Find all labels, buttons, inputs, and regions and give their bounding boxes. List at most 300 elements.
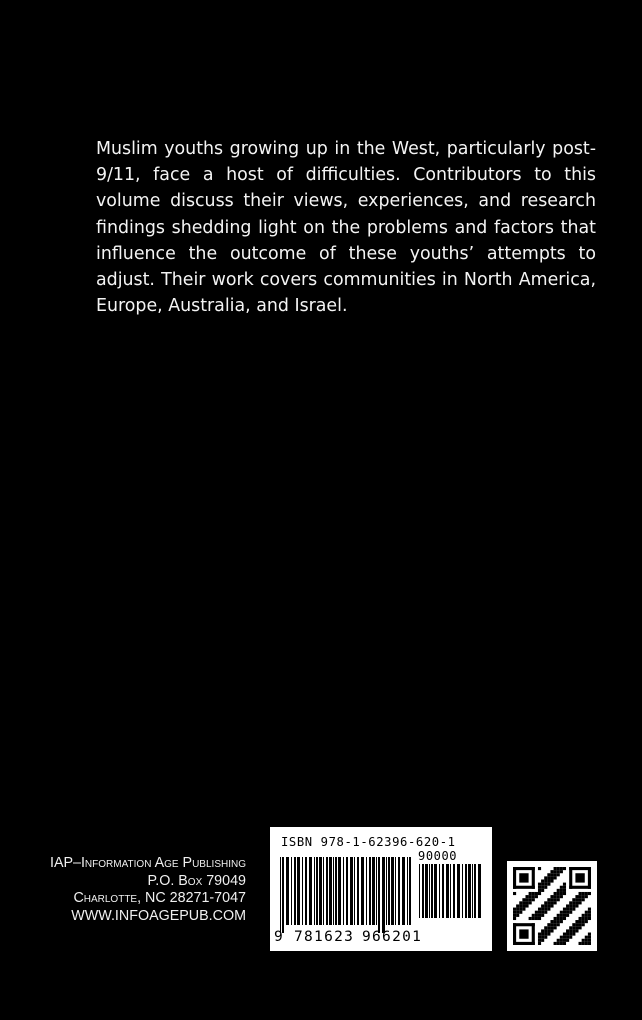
ean-digits <box>274 929 426 945</box>
barcode-bar <box>346 857 348 925</box>
qr-module <box>541 933 544 936</box>
qr-module <box>557 892 560 895</box>
barcode-bar <box>450 864 451 918</box>
qr-module <box>535 892 538 895</box>
barcode-bar <box>343 857 344 925</box>
qr-module <box>541 904 544 907</box>
price-addon-label: 90000 <box>418 849 458 863</box>
barcode-bar <box>335 857 337 925</box>
qr-module <box>554 867 557 870</box>
qr-module <box>554 892 557 895</box>
qr-module <box>563 914 566 917</box>
barcode-bar <box>474 864 476 918</box>
qr-module <box>547 926 550 929</box>
qr-module <box>513 917 516 920</box>
barcode-bar <box>472 864 473 918</box>
barcode-bar <box>305 857 307 925</box>
barcode-bar <box>291 857 292 925</box>
qr-module <box>538 883 541 886</box>
publisher-address-line1: P.O. Box 79049 <box>147 872 246 889</box>
qr-module <box>575 904 578 907</box>
qr-module <box>575 873 584 882</box>
barcode-bar <box>442 864 444 918</box>
qr-module <box>522 898 525 901</box>
qr-module <box>575 929 578 932</box>
qr-module <box>554 901 557 904</box>
qr-module <box>547 901 550 904</box>
qr-module <box>569 926 572 929</box>
qr-module <box>513 892 516 895</box>
qr-module <box>569 933 572 936</box>
barcode-bar <box>357 857 359 925</box>
barcode-bar <box>372 857 375 925</box>
qr-module <box>588 939 591 942</box>
addon-barcode-bars <box>419 864 481 926</box>
qr-module <box>513 867 535 870</box>
qr-module <box>563 942 566 945</box>
qr-module <box>554 942 557 945</box>
qr-module <box>554 917 557 920</box>
qr-module <box>532 895 535 898</box>
qr-module <box>560 895 563 898</box>
qr-module <box>582 917 585 920</box>
qr-module <box>579 942 582 945</box>
qr-module <box>519 873 528 882</box>
qr-module <box>544 904 547 907</box>
blurb-text: Muslim youths growing up in the West, particularly post-9/11, face a host of difficulties. Contributors to this volume discuss their views, experiences, and research findings shedding light on the problems and factors that influence the outcome of these youths’ attempts to adjust. Their work covers communities in North America, Europe, Australia, and Israel. <box>96 139 596 317</box>
qr-module <box>538 908 541 911</box>
qr-module <box>544 936 547 939</box>
qr-module <box>557 898 560 901</box>
qr-module <box>547 923 550 926</box>
barcode-bar <box>333 857 334 925</box>
qr-module <box>585 936 588 939</box>
qr-module <box>572 901 575 904</box>
qr-code <box>507 861 597 951</box>
barcode-bar <box>338 857 341 925</box>
qr-module <box>582 942 585 945</box>
publisher-name: IAP–Information Age Publishing <box>49 855 246 871</box>
qr-module <box>550 901 553 904</box>
qr-module <box>588 936 591 939</box>
back-cover-blurb <box>96 136 596 319</box>
qr-module <box>532 898 535 901</box>
qr-module <box>579 923 582 926</box>
qr-module <box>563 889 566 892</box>
qr-module <box>554 873 557 876</box>
barcode-bar <box>478 864 481 918</box>
qr-module <box>513 867 516 889</box>
qr-module <box>557 870 560 873</box>
qr-module <box>538 936 541 939</box>
qr-module <box>582 898 585 901</box>
qr-module <box>547 929 550 932</box>
qr-module <box>532 867 535 889</box>
qr-module <box>535 917 538 920</box>
qr-module <box>572 923 575 926</box>
qr-module <box>560 917 563 920</box>
qr-module <box>575 895 578 898</box>
qr-module <box>541 936 544 939</box>
qr-module <box>585 895 588 898</box>
qr-module <box>554 870 557 873</box>
qr-module <box>569 936 572 939</box>
barcode-bar <box>354 857 355 925</box>
qr-module <box>557 873 560 876</box>
qr-module <box>563 908 566 911</box>
qr-module <box>513 911 516 914</box>
qr-module <box>547 933 550 936</box>
barcode-bar <box>319 857 322 925</box>
qr-module <box>569 908 572 911</box>
qr-module <box>557 895 560 898</box>
barcode-bar <box>366 857 367 925</box>
qr-module <box>529 895 532 898</box>
qr-module <box>547 904 550 907</box>
qr-module <box>516 908 519 911</box>
qr-module <box>588 867 591 889</box>
barcode-bar <box>378 857 380 933</box>
qr-module <box>516 911 519 914</box>
qr-module <box>575 901 578 904</box>
qr-module <box>557 920 560 923</box>
barcode-bar <box>457 864 460 918</box>
qr-module <box>563 867 566 870</box>
qr-module <box>519 908 522 911</box>
isbn-label: ISBN 978-1-62396-620-1 <box>281 835 456 849</box>
qr-module <box>550 873 553 876</box>
barcode-bar <box>391 857 394 925</box>
qr-module <box>569 911 572 914</box>
qr-module <box>544 901 547 904</box>
barcode-bar <box>297 857 300 925</box>
qr-module <box>585 920 588 923</box>
barcode-bar <box>422 864 424 918</box>
qr-module <box>560 870 563 873</box>
qr-module <box>522 904 525 907</box>
qr-module <box>582 895 585 898</box>
qr-module <box>535 895 538 898</box>
barcode-bar <box>439 864 440 918</box>
qr-module <box>579 901 582 904</box>
qr-module <box>569 867 591 870</box>
qr-module <box>529 901 532 904</box>
qr-module <box>550 895 553 898</box>
qr-module <box>566 904 569 907</box>
qr-module <box>579 917 582 920</box>
qr-module <box>522 908 525 911</box>
qr-module <box>572 908 575 911</box>
qr-module <box>544 929 547 932</box>
qr-module <box>560 889 563 892</box>
qr-module <box>560 920 563 923</box>
qr-module <box>550 870 553 873</box>
qr-module <box>560 911 563 914</box>
qr-module <box>550 898 553 901</box>
qr-module <box>569 886 591 889</box>
barcode-bar <box>316 857 318 925</box>
qr-module <box>529 892 532 895</box>
qr-module <box>563 936 566 939</box>
qr-module <box>516 904 519 907</box>
qr-module <box>563 886 566 889</box>
qr-module <box>575 923 578 926</box>
qr-module <box>560 914 563 917</box>
qr-module <box>557 914 560 917</box>
qr-module <box>579 920 582 923</box>
qr-module <box>532 892 535 895</box>
ean-barcode-bars <box>280 857 412 933</box>
barcode-bar <box>329 857 332 925</box>
qr-module <box>513 923 535 926</box>
barcode-bar <box>376 857 377 925</box>
qr-module <box>532 923 535 945</box>
qr-module <box>557 939 560 942</box>
qr-module <box>550 876 553 879</box>
ean-left-digits: 781623 <box>294 929 355 945</box>
qr-code-icon <box>513 867 591 945</box>
barcode-bar <box>462 864 463 918</box>
qr-module <box>538 892 541 895</box>
qr-module <box>529 917 532 920</box>
qr-module <box>550 879 553 882</box>
qr-module <box>525 895 528 898</box>
qr-module <box>585 914 588 917</box>
qr-module <box>560 942 563 945</box>
qr-module <box>547 876 550 879</box>
barcode-bar <box>314 857 315 925</box>
qr-module <box>544 933 547 936</box>
qr-module <box>563 911 566 914</box>
isbn-barcode <box>270 827 492 951</box>
qr-module <box>541 889 544 892</box>
barcode-bar <box>361 857 364 925</box>
qr-module <box>519 929 528 938</box>
qr-module <box>572 904 575 907</box>
barcode-bar <box>395 857 396 925</box>
qr-module <box>550 904 553 907</box>
qr-module <box>541 883 544 886</box>
qr-module <box>538 889 541 892</box>
qr-module <box>525 904 528 907</box>
qr-module <box>566 939 569 942</box>
qr-module <box>554 923 557 926</box>
qr-module <box>547 873 550 876</box>
qr-module <box>575 898 578 901</box>
qr-module <box>554 898 557 901</box>
qr-module <box>544 876 547 879</box>
qr-module <box>566 914 569 917</box>
qr-module <box>579 926 582 929</box>
qr-module <box>575 920 578 923</box>
qr-module <box>575 926 578 929</box>
barcode-bar <box>407 857 408 925</box>
qr-module <box>566 911 569 914</box>
qr-module <box>566 936 569 939</box>
barcode-bar <box>323 857 324 925</box>
qr-module <box>538 867 541 870</box>
qr-module <box>541 879 544 882</box>
qr-module <box>560 886 563 889</box>
qr-module <box>513 923 516 945</box>
qr-module <box>544 911 547 914</box>
qr-module <box>585 942 588 945</box>
qr-module <box>550 929 553 932</box>
barcode-bar <box>294 857 296 925</box>
barcode-bar <box>429 864 430 918</box>
qr-module <box>563 892 566 895</box>
qr-module <box>579 895 582 898</box>
qr-module <box>532 914 535 917</box>
qr-module <box>513 914 516 917</box>
qr-module <box>579 892 582 895</box>
qr-module <box>585 892 588 895</box>
barcode-bar <box>369 857 371 925</box>
qr-module <box>541 908 544 911</box>
qr-module <box>560 867 563 870</box>
qr-module <box>538 914 541 917</box>
barcode-bar <box>382 857 385 933</box>
qr-module <box>525 901 528 904</box>
qr-module <box>563 883 566 886</box>
qr-module <box>560 936 563 939</box>
qr-module <box>544 886 547 889</box>
qr-module <box>547 879 550 882</box>
qr-module <box>569 929 572 932</box>
qr-module <box>554 876 557 879</box>
qr-module <box>519 911 522 914</box>
qr-module <box>588 917 591 920</box>
qr-module <box>588 908 591 911</box>
qr-module <box>563 933 566 936</box>
qr-module <box>535 911 538 914</box>
qr-module <box>544 926 547 929</box>
qr-module <box>557 889 560 892</box>
qr-module <box>588 911 591 914</box>
qr-module <box>563 939 566 942</box>
barcode-bar <box>326 857 328 925</box>
qr-module <box>557 867 560 870</box>
qr-module <box>541 911 544 914</box>
barcode-bar <box>402 857 405 925</box>
qr-module <box>569 901 572 904</box>
qr-module <box>538 886 541 889</box>
barcode-bar <box>309 857 312 925</box>
barcode-bar <box>280 857 281 933</box>
barcode-bar <box>434 864 437 918</box>
qr-module <box>513 942 535 945</box>
barcode-bar <box>409 857 411 925</box>
qr-module <box>582 923 585 926</box>
qr-module <box>582 914 585 917</box>
qr-module <box>579 898 582 901</box>
qr-module <box>572 898 575 901</box>
barcode-bar <box>282 857 284 933</box>
qr-module <box>588 914 591 917</box>
qr-module <box>585 939 588 942</box>
publisher-website: WWW.INFOAGEPUB.COM <box>71 907 246 924</box>
qr-module <box>538 942 541 945</box>
qr-module <box>582 892 585 895</box>
qr-module <box>538 933 541 936</box>
barcode-bar <box>302 857 303 925</box>
qr-module <box>544 908 547 911</box>
qr-module <box>532 917 535 920</box>
qr-module <box>557 917 560 920</box>
qr-module <box>538 917 541 920</box>
qr-module <box>541 914 544 917</box>
barcode-bar <box>465 864 467 918</box>
barcode-bar <box>388 857 390 925</box>
qr-module <box>582 939 585 942</box>
ean-first-digit: 9 <box>274 929 283 945</box>
qr-module <box>519 901 522 904</box>
qr-module <box>513 886 535 889</box>
barcode-bar <box>386 857 387 925</box>
qr-module <box>588 942 591 945</box>
qr-module <box>566 929 569 932</box>
qr-module <box>569 867 572 889</box>
barcode-bar <box>453 864 455 918</box>
ean-right-digits: 966201 <box>362 929 423 945</box>
qr-module <box>541 886 544 889</box>
qr-module <box>547 908 550 911</box>
qr-module <box>538 939 541 942</box>
qr-module <box>550 923 553 926</box>
qr-module <box>588 933 591 936</box>
qr-module <box>554 895 557 898</box>
barcode-bar <box>425 864 428 918</box>
publisher-info <box>20 855 246 925</box>
qr-module <box>572 929 575 932</box>
qr-module <box>554 926 557 929</box>
qr-module <box>572 933 575 936</box>
qr-module <box>582 920 585 923</box>
qr-module <box>572 926 575 929</box>
barcode-bar <box>350 857 353 925</box>
barcode-bar <box>468 864 471 918</box>
qr-module <box>538 911 541 914</box>
qr-module <box>557 923 560 926</box>
qr-module <box>554 920 557 923</box>
qr-module <box>547 898 550 901</box>
qr-module <box>547 883 550 886</box>
qr-module <box>541 929 544 932</box>
qr-module <box>563 917 566 920</box>
qr-module <box>550 926 553 929</box>
qr-module <box>522 901 525 904</box>
qr-module <box>569 904 572 907</box>
qr-module <box>566 908 569 911</box>
qr-module <box>588 892 591 895</box>
barcode-bar <box>419 864 420 918</box>
barcode-bar <box>446 864 449 918</box>
qr-module <box>566 933 569 936</box>
qr-module <box>557 942 560 945</box>
qr-module <box>513 908 516 911</box>
qr-module <box>550 920 553 923</box>
qr-module <box>560 892 563 895</box>
qr-module <box>516 914 519 917</box>
qr-module <box>560 939 563 942</box>
qr-module <box>529 898 532 901</box>
barcode-bar <box>431 864 433 918</box>
qr-module <box>585 917 588 920</box>
qr-module <box>541 939 544 942</box>
qr-module <box>544 879 547 882</box>
barcode-bar <box>398 857 400 925</box>
qr-module <box>525 898 528 901</box>
